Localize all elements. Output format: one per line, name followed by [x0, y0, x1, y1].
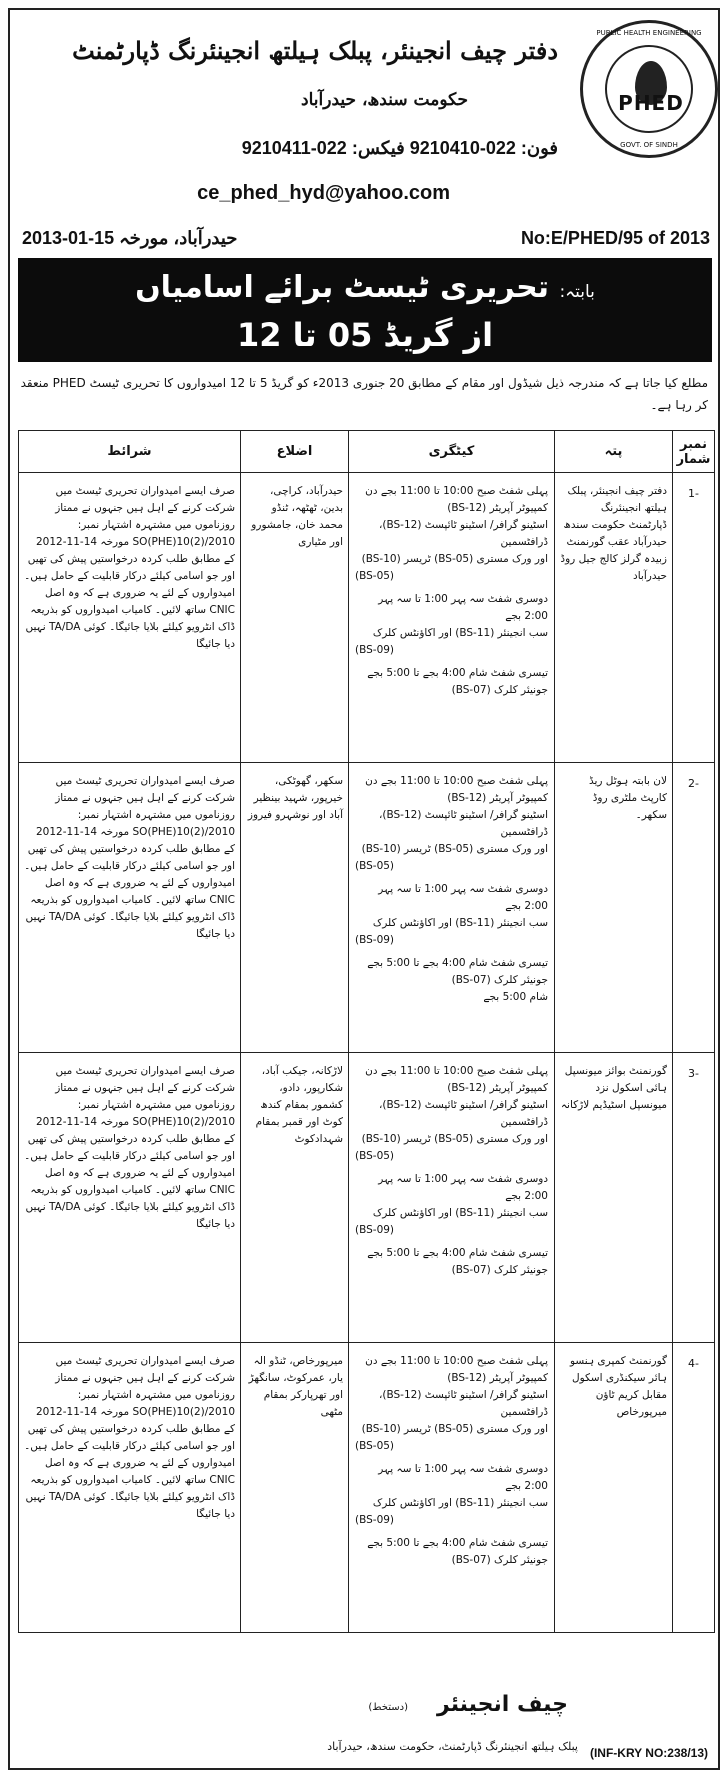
row-number: -2: [673, 763, 715, 1053]
reference-number: No:E/PHED/95 of 2013: [520, 228, 710, 248]
header-conditions: شرائط: [19, 431, 241, 473]
row-address: گورنمنٹ بوائز میونسپل ہائی اسکول نزد میونسپل اسٹیڈیم لاڑکانہ: [555, 1053, 673, 1343]
row-conditions: صرف ایسے امیدواران تحریری ٹیسٹ میں شرکت کرنے کے اہل ہیں جنہوں نے ممتاز روزناموں میں مشتہرہ اشتہار نمبر: SO(PHE)10(2)/2010 مورخہ 14-11-2012 کے مطابق طلب کردہ درخواستیں پیش کی تھیں اور جو اسامی کیلئے درکار قابلیت کے حامل ہیں۔ امیدواروں کے لئے یہ ضروری ہے کہ وہ اصل CNIC ساتھ لائیں۔ کامیاب امیدواروں کو بذریعہ ڈاک انٹرویو کیلئے بلایا جائیگا۔ کوئی TA/DA نہیں دیا جائیگا: [19, 763, 241, 1053]
category-line: (BS-09): [355, 644, 395, 656]
category-line: کمپیوٹر آپریٹر (BS-12): [447, 792, 548, 804]
category-line: تیسری شفٹ شام 4:00 بجے تا 5:00 بجے: [367, 1247, 548, 1259]
row-districts: لاڑکانہ، جیکب آباد، شکارپور، دادو، کشمور بمقام کندھ کوٹ اور قمبر بمقام شہدادکوٹ: [241, 1053, 349, 1343]
row-number: -1: [673, 473, 715, 763]
row-address: دفتر چیف انجینئر، پبلک ہیلتھ انجینئرنگ ڈپارٹمنٹ حکومت سندھ حیدرآباد عقب گورنمنٹ زبیدہ گرلز کالج جیل روڈ حیدرآباد: [555, 473, 673, 763]
table-row: [19, 473, 715, 763]
subject-banner: [18, 258, 712, 362]
category-line: اسٹینو گرافر/ اسٹینو ٹائپسٹ (BS-12)، ڈرافٹسمین: [378, 809, 548, 838]
category-line: (BS-09): [355, 934, 395, 946]
category-line: جونیئر کلرک (BS-07): [451, 1264, 548, 1276]
row-districts: سکھر، گھوٹکی، خیرپور، شہید بینظیر آباد اور نوشہرو فیروز: [241, 763, 349, 1053]
category-line: اسٹینو گرافر/ اسٹینو ٹائپسٹ (BS-12)، ڈرافٹسمین: [378, 1099, 548, 1128]
category-line: پہلی شفٹ صبح 10:00 تا 11:00 بجے دن: [365, 775, 548, 787]
category-line: اسٹینو گرافر/ اسٹینو ٹائپسٹ (BS-12)، ڈرافٹسمین: [378, 1389, 548, 1418]
row-districts: حیدرآباد، کراچی، بدین، ٹھٹھہ، ٹنڈو محمد خان، جامشورو اور مٹیاری: [241, 473, 349, 763]
phed-logo: [580, 20, 718, 158]
category-line: دوسری شفٹ سہ پہر 1:00 تا سہ پہر 2:00 بجے: [378, 1463, 548, 1492]
category-line: تیسری شفٹ شام 4:00 بجے تا 5:00 بجے: [367, 957, 548, 969]
banner-line-2: از گریڈ 05 تا 12: [236, 316, 494, 354]
office-title: دفتر چیف انجینئر، پبلک ہیلتھ انجینئرنگ ڈپارٹمنٹ: [72, 36, 558, 65]
table-row: [19, 763, 715, 1053]
row-districts: میرپورخاص، ٹنڈو الہ یار، عمرکوٹ، سانگھڑ اور تھرپارکر بمقام مٹھی: [241, 1343, 349, 1633]
category-line: پہلی شفٹ صبح 10:00 تا 11:00 بجے دن: [365, 1355, 548, 1367]
issue-date: حیدرآباد، مورخہ 15-01-2013: [22, 228, 238, 248]
category-line: (BS-10) ٹریسر (BS-05) اور ورک مستری: [361, 1133, 548, 1145]
category-line: جونیئر کلرک (BS-07): [451, 1554, 548, 1566]
category-line: سب انجینئر (BS-11) اور اکاؤنٹس کلرک: [372, 1497, 548, 1509]
category-line: (BS-05): [355, 570, 395, 582]
row-number: -3: [673, 1053, 715, 1343]
logo-ring-bottom-text: GOVT. OF SINDH: [620, 141, 678, 149]
category-line: تیسری شفٹ شام 4:00 بجے تا 5:00 بجے: [367, 667, 548, 679]
category-line: سب انجینئر (BS-11) اور اکاؤنٹس کلرک: [372, 627, 548, 639]
category-line: دوسری شفٹ سہ پہر 1:00 تا سہ پہر 2:00 بجے: [378, 593, 548, 622]
category-line: دوسری شفٹ سہ پہر 1:00 تا سہ پہر 2:00 بجے: [378, 883, 548, 912]
row-category: [349, 473, 555, 763]
banner-title: تحریری ٹیسٹ برائے اسامیاں: [135, 270, 549, 305]
category-line: (BS-10) ٹریسر (BS-05) اور ورک مستری: [361, 1423, 548, 1435]
category-line: دوسری شفٹ سہ پہر 1:00 تا سہ پہر 2:00 بجے: [378, 1173, 548, 1202]
header-category: کیٹگری: [349, 431, 555, 473]
logo-emblem: [605, 45, 693, 133]
row-conditions: صرف ایسے امیدواران تحریری ٹیسٹ میں شرکت کرنے کے اہل ہیں جنہوں نے ممتاز روزناموں میں مشتہرہ اشتہار نمبر: SO(PHE)10(2)/2010 مورخہ 14-11-2012 کے مطابق طلب کردہ درخواستیں پیش کی تھیں اور جو اسامی کیلئے درکار قابلیت کے حامل ہیں۔ امیدواروں کے لئے یہ ضروری ہے کہ وہ اصل CNIC ساتھ لائیں۔ کامیاب امیدواروں کو بذریعہ ڈاک انٹرویو کیلئے بلایا جائیگا۔ کوئی TA/DA نہیں دیا جائیگا: [19, 1343, 241, 1633]
signatory-department: پبلک ہیلتھ انجینئرنگ ڈپارٹمنٹ، حکومت سندھ، حیدرآباد: [327, 1740, 578, 1753]
category-line: سب انجینئر (BS-11) اور اکاؤنٹس کلرک: [372, 917, 548, 929]
inf-number: (INF-KRY NO:238/13): [589, 1746, 708, 1760]
category-line: اسٹینو گرافر/ اسٹینو ٹائپسٹ (BS-12)، ڈرافٹسمین: [378, 519, 548, 548]
category-line: کمپیوٹر آپریٹر (BS-12): [447, 1082, 548, 1094]
row-category: [349, 1053, 555, 1343]
header-number: نمبر شمار: [673, 431, 715, 473]
signed-prefix: (دستخط): [368, 1702, 408, 1713]
email-address: ce_phed_hyd@yahoo.com: [197, 182, 450, 204]
signatory-title: چیف انجینئر: [437, 1692, 568, 1717]
test-schedule-table: [18, 430, 715, 1633]
header-districts: اضلاع: [241, 431, 349, 473]
header-address: پتہ: [555, 431, 673, 473]
category-line: (BS-09): [355, 1224, 395, 1236]
row-category: [349, 1343, 555, 1633]
category-line: (BS-05): [355, 1150, 395, 1162]
row-number: -4: [673, 1343, 715, 1633]
category-line: جونیئر کلرک (BS-07): [451, 974, 548, 986]
category-line: کمپیوٹر آپریٹر (BS-12): [447, 1372, 548, 1384]
logo-ring-top-text: PUBLIC HEALTH ENGINEERING: [596, 29, 702, 37]
row-conditions: صرف ایسے امیدواران تحریری ٹیسٹ میں شرکت کرنے کے اہل ہیں جنہوں نے ممتاز روزناموں میں مشتہرہ اشتہار نمبر: SO(PHE)10(2)/2010 مورخہ 14-11-2012 کے مطابق طلب کردہ درخواستیں پیش کی تھیں اور جو اسامی کیلئے درکار قابلیت کے حامل ہیں۔ امیدواروں کے لئے یہ ضروری ہے کہ وہ اصل CNIC ساتھ لائیں۔ کامیاب امیدواروں کو بذریعہ ڈاک انٹرویو کیلئے بلایا جائیگا۔ کوئی TA/DA نہیں دیا جائیگا: [19, 473, 241, 763]
category-line: جونیئر کلرک (BS-07): [451, 684, 548, 696]
category-line: (BS-10) ٹریسر (BS-05) اور ورک مستری: [361, 843, 548, 855]
banner-prefix: بابتہ:: [559, 282, 595, 302]
table-row: [19, 1053, 715, 1343]
category-line: (BS-10) ٹریسر (BS-05) اور ورک مستری: [361, 553, 548, 565]
category-line: پہلی شفٹ صبح 10:00 تا 11:00 بجے دن: [365, 485, 548, 497]
phone-fax-line: فون: 022-9210410 فیکس: 022-9210411: [241, 138, 558, 158]
advertisement-page: [8, 8, 720, 1770]
government-line: حکومت سندھ، حیدرآباد: [301, 90, 468, 110]
category-line: (BS-05): [355, 860, 395, 872]
logo-text: PHED: [618, 91, 684, 115]
category-line: تیسری شفٹ شام 4:00 بجے تا 5:00 بجے: [367, 1537, 548, 1549]
table-header-row: [19, 431, 715, 473]
category-line: پہلی شفٹ صبح 10:00 تا 11:00 بجے دن: [365, 1065, 548, 1077]
category-line: (BS-09): [355, 1514, 395, 1526]
category-line: شام 5:00 بجے: [483, 991, 548, 1003]
table-row: [19, 1343, 715, 1633]
intro-paragraph: مطلع کیا جاتا ہے کہ مندرجہ ذیل شیڈول اور مقام کے مطابق 20 جنوری 2013ء کو گریڈ 5 تا 12 امیدواروں کا تحریری ٹیسٹ PHED منعقد کر رہا ہے۔: [20, 376, 708, 412]
row-address: گورنمنٹ کمپری ہنسو ہائر سیکنڈری اسکول مقابل کریم ٹاؤن میرپورخاص: [555, 1343, 673, 1633]
row-conditions: صرف ایسے امیدواران تحریری ٹیسٹ میں شرکت کرنے کے اہل ہیں جنہوں نے ممتاز روزناموں میں مشتہرہ اشتہار نمبر: SO(PHE)10(2)/2010 مورخہ 14-11-2012 کے مطابق طلب کردہ درخواستیں پیش کی تھیں اور جو اسامی کیلئے درکار قابلیت کے حامل ہیں۔ امیدواروں کے لئے یہ ضروری ہے کہ وہ اصل CNIC ساتھ لائیں۔ کامیاب امیدواروں کو بذریعہ ڈاک انٹرویو کیلئے بلایا جائیگا۔ کوئی TA/DA نہیں دیا جائیگا: [19, 1053, 241, 1343]
row-address: لان بابتہ ہوٹل ریڈ کارپٹ ملٹری روڈ سکھر۔: [555, 763, 673, 1053]
banner-line-1: [18, 270, 712, 305]
category-line: سب انجینئر (BS-11) اور اکاؤنٹس کلرک: [372, 1207, 548, 1219]
category-line: (BS-05): [355, 1440, 395, 1452]
row-category: [349, 763, 555, 1053]
category-line: کمپیوٹر آپریٹر (BS-12): [447, 502, 548, 514]
